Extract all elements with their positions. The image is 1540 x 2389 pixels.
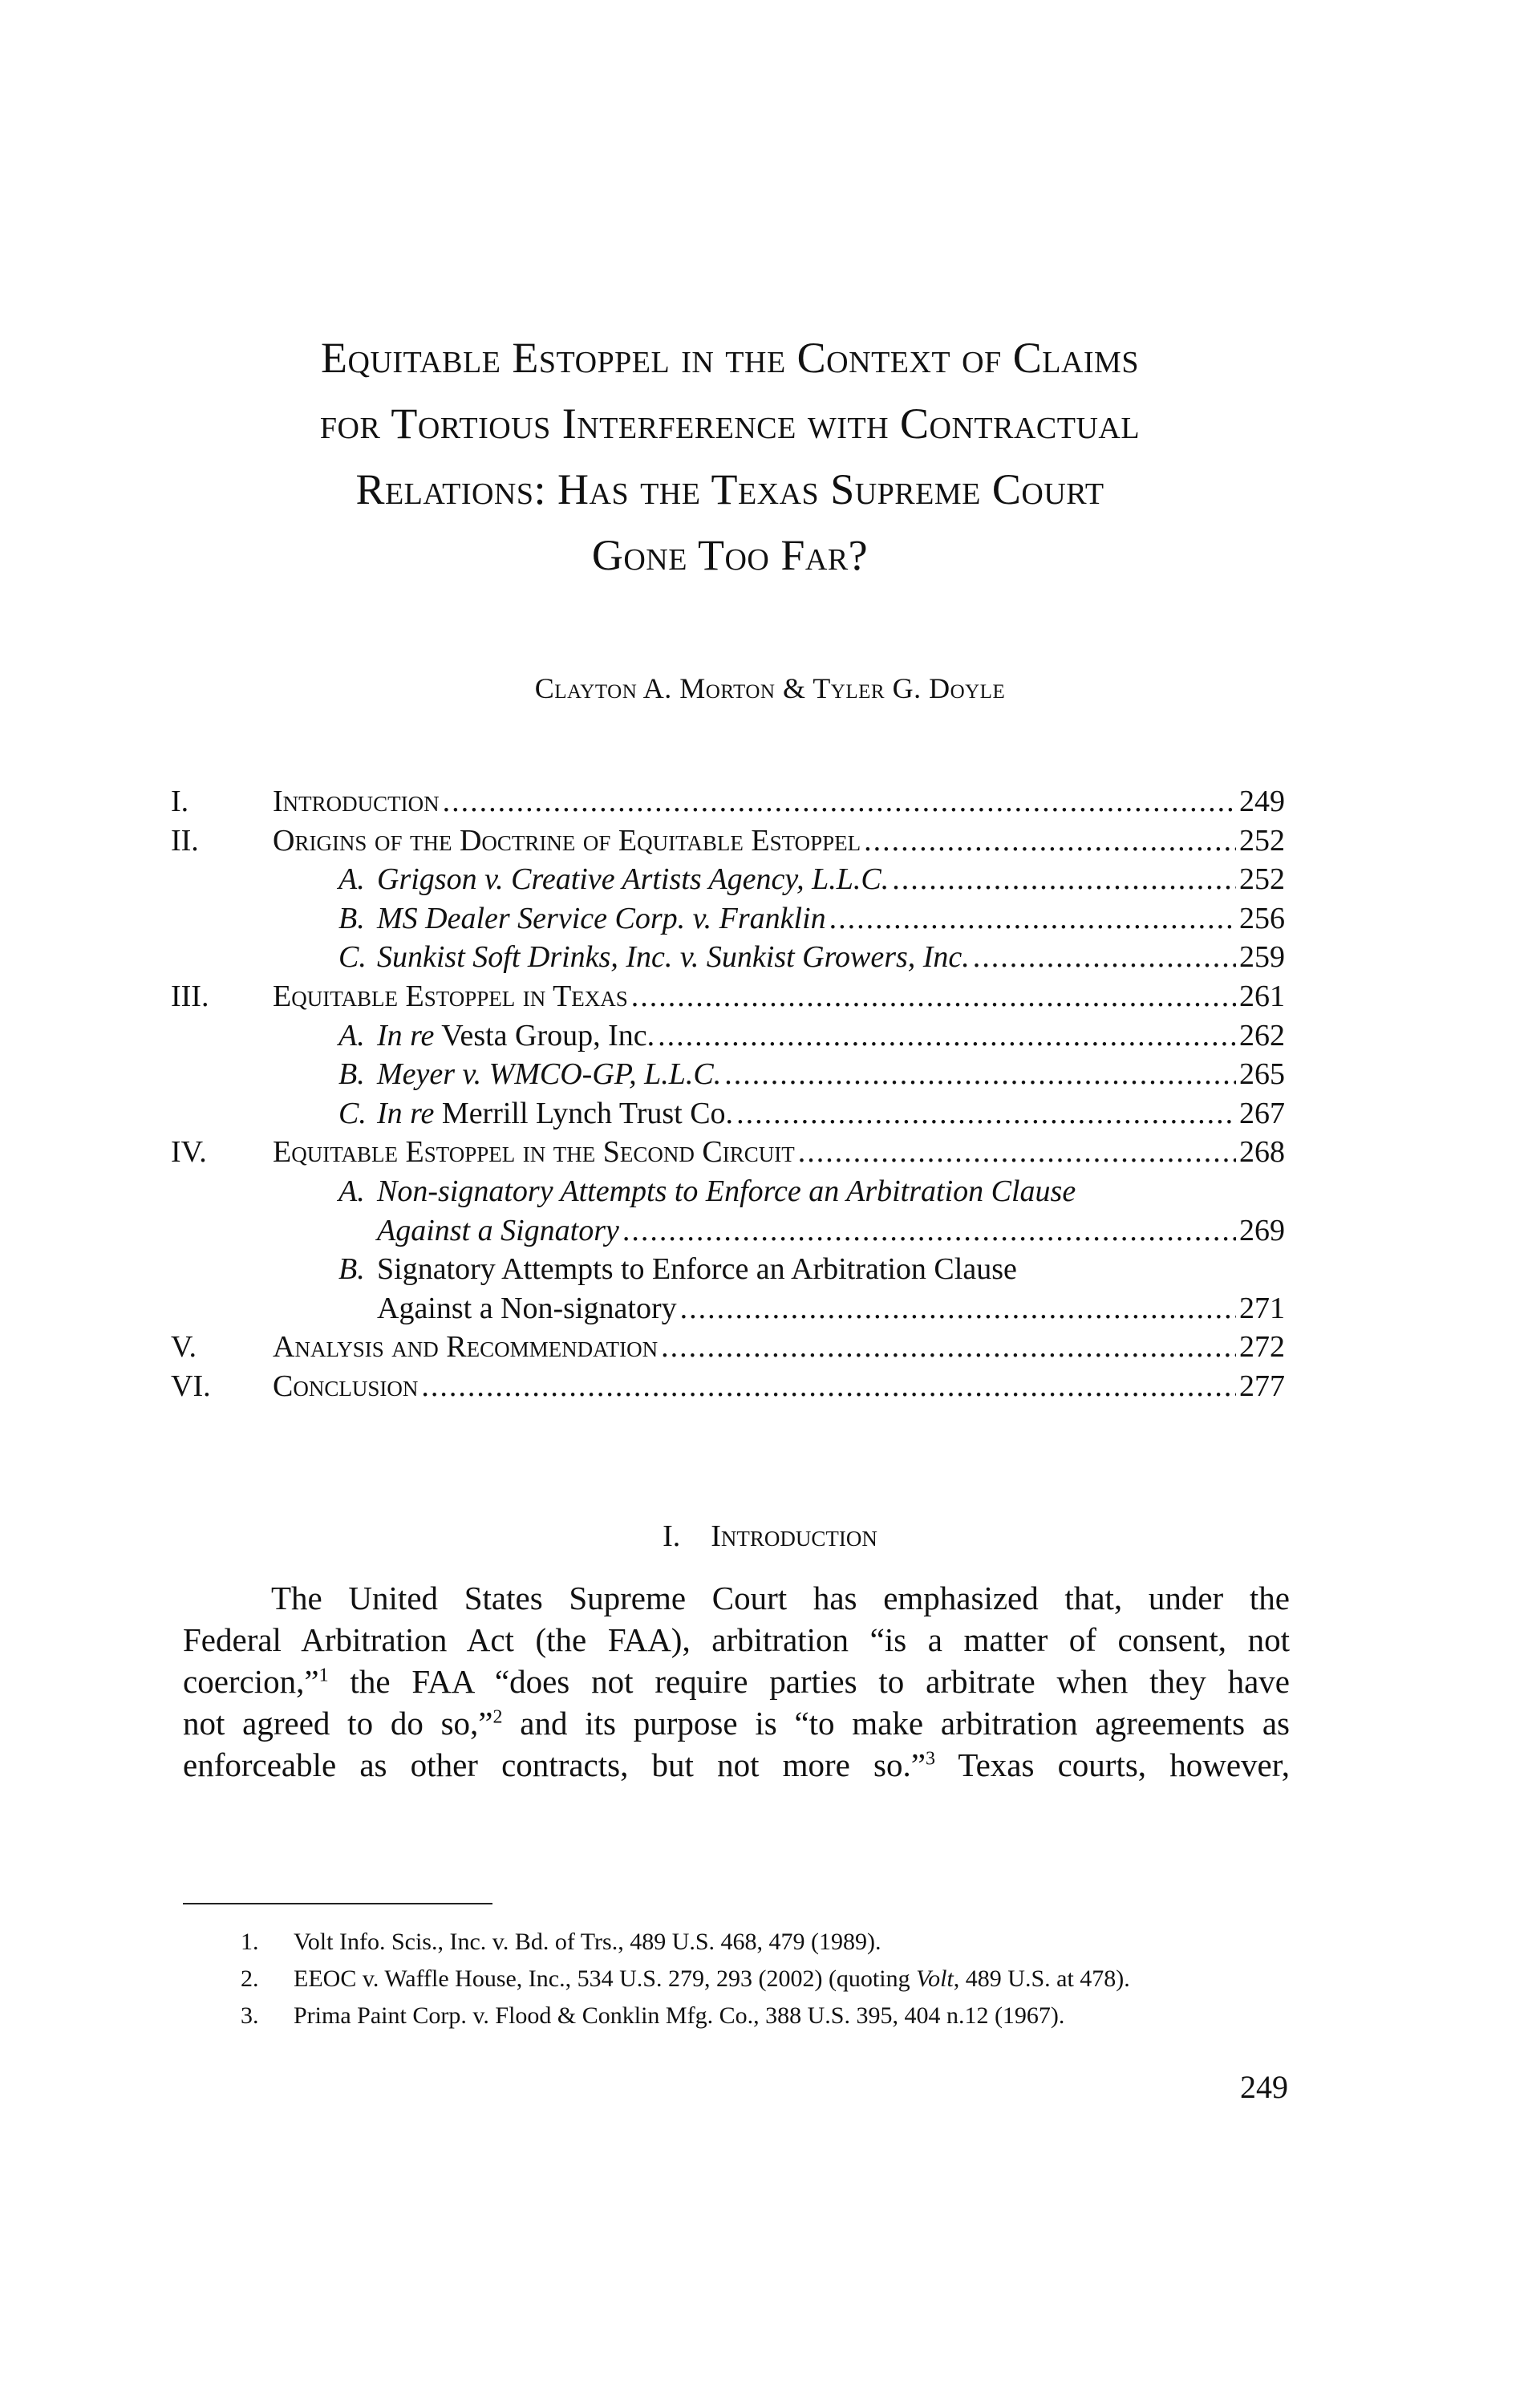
toc-entry: [377, 1094, 1285, 1133]
toc-subsection-letter: C.: [338, 940, 367, 975]
toc-row[interactable]: [0, 1016, 1540, 1055]
toc-row[interactable]: [0, 1250, 1540, 1288]
toc-entry-title: Equitable Estoppel in the Second Circuit: [273, 1135, 795, 1170]
toc-leader-dots: [892, 860, 1236, 898]
footnote-divider: [183, 1903, 492, 1904]
toc-page-number: 272: [1239, 1330, 1285, 1365]
toc-row[interactable]: [0, 1055, 1540, 1093]
toc-row[interactable]: [0, 1211, 1540, 1250]
toc-page-number: 252: [1239, 862, 1285, 897]
footnote-ref[interactable]: 2: [492, 1706, 503, 1728]
toc-entry-title: Non-signatory Attempts to Enforce an Arbitration Clause: [377, 1174, 1076, 1208]
footnote: [183, 1924, 1298, 1961]
toc-entry-title: [377, 1016, 654, 1055]
toc-leader-dots: [864, 821, 1236, 860]
toc-leader-dots: [829, 899, 1236, 938]
footnote-number: 1.: [241, 1929, 259, 1955]
toc-subsection-letter: B.: [338, 901, 365, 935]
toc-entry-title: Origins of the Doctrine of Equitable Estoppel: [273, 823, 861, 858]
page-number: 249: [1240, 2069, 1288, 2105]
toc-page-number: 259: [1239, 940, 1285, 975]
toc-entry-title-rest: Merrill Lynch Trust Co.: [441, 1096, 734, 1130]
toc-entry-title: Meyer v. WMCO-GP, L.L.C.: [377, 1057, 722, 1092]
footnote-number: 3.: [241, 2002, 259, 2029]
toc-entry: [377, 938, 1285, 976]
toc-row[interactable]: [0, 1289, 1540, 1328]
title-line: for Tortious Interference with Contractual: [319, 400, 1141, 448]
body-line: [183, 1661, 1290, 1702]
toc-subsection-letter: A.: [338, 1174, 365, 1208]
toc-entry-title-italic: In re: [377, 1018, 435, 1053]
toc-page-number: 265: [1239, 1057, 1285, 1092]
toc-section-number: IV.: [171, 1135, 207, 1170]
article-authors: Clayton A. Morton & Tyler G. Doyle: [534, 672, 1006, 704]
title-line: Equitable Estoppel in the Context of Claims: [321, 334, 1139, 382]
body-paragraph: [183, 1577, 1290, 1786]
toc-row[interactable]: [0, 977, 1540, 1016]
toc-row[interactable]: [0, 938, 1540, 976]
toc-entry-title: [377, 1094, 733, 1133]
toc-entry-title-rest: Vesta Group, Inc.: [441, 1018, 655, 1053]
toc-entry: [377, 1016, 1285, 1055]
toc-entry: [273, 782, 1285, 821]
toc-entry: [273, 1328, 1285, 1366]
toc-entry-title: Against a Non-signatory: [377, 1291, 677, 1325]
toc-entry-title: Conclusion: [273, 1369, 419, 1403]
toc-entry-title: Analysis and Recommendation: [273, 1330, 659, 1365]
toc-row[interactable]: [0, 899, 1540, 938]
toc-entry: [377, 1250, 1315, 1288]
footnote-text: Volt Info. Scis., Inc. v. Bd. of Trs., 489 U.S. 468, 479 (1989).: [294, 1929, 881, 1955]
article-title: [144, 325, 1315, 588]
toc-leader-dots: [622, 1211, 1236, 1250]
toc-entry-title: MS Dealer Service Corp. v. Franklin: [377, 901, 826, 935]
body-text-span: coercion,”: [183, 1663, 319, 1700]
toc-page-number: 249: [1239, 785, 1285, 818]
body-line: Federal Arbitration Act (the FAA), arbitration “is a matter of consent, not: [183, 1621, 1290, 1658]
footnote-text: [294, 1961, 1130, 1998]
toc-entry: [273, 1367, 1285, 1405]
toc-subsection-letter: A.: [338, 1018, 365, 1053]
toc-row[interactable]: [0, 782, 1540, 821]
body-text-span: enforceable as other contracts, but not more so.”: [183, 1746, 926, 1783]
toc-entry-title: Grigson v. Creative Artists Agency, L.L.C.: [377, 862, 890, 897]
section-number: I.: [663, 1519, 681, 1553]
toc-subsection-letter: B.: [338, 1252, 365, 1287]
body-text-span: Texas courts, however,: [934, 1746, 1290, 1783]
toc-row[interactable]: [0, 1133, 1540, 1171]
toc-leader-dots: [631, 977, 1236, 1016]
footnotes: [183, 1924, 1298, 2034]
toc-entry: [377, 1055, 1285, 1093]
toc-entry: [273, 1133, 1285, 1171]
toc-section-number: I.: [171, 785, 189, 818]
toc-entry-title-italic: In re: [377, 1096, 435, 1130]
toc-row[interactable]: [0, 1367, 1540, 1405]
toc-entry-title: Introduction: [273, 785, 440, 818]
toc-page-number: 271: [1239, 1291, 1285, 1325]
toc-entry: [377, 1172, 1315, 1211]
toc-leader-dots: [736, 1094, 1236, 1133]
footnote-text-span: , 489 U.S. at 478).: [953, 1965, 1130, 1992]
toc-section-number: VI.: [171, 1369, 211, 1403]
toc-leader-dots: [973, 938, 1236, 976]
toc-entry-title: Against a Signatory: [377, 1213, 619, 1247]
toc-page-number: 252: [1239, 823, 1285, 858]
body-line: [183, 1744, 1290, 1786]
toc-row[interactable]: [0, 821, 1540, 860]
toc-entry: [377, 860, 1285, 898]
toc-leader-dots: [443, 782, 1236, 821]
toc-section-number: V.: [171, 1330, 197, 1365]
footnote: [183, 1998, 1298, 2034]
toc-subsection-letter: A.: [338, 862, 365, 897]
body-line: The United States Supreme Court has emphasized that, under the: [271, 1580, 1290, 1616]
toc-entry: [377, 1289, 1285, 1328]
toc-leader-dots: [680, 1289, 1236, 1328]
toc-page-number: 261: [1239, 980, 1285, 1013]
toc-page-number: 269: [1239, 1213, 1285, 1247]
toc-row[interactable]: [0, 1328, 1540, 1366]
toc-leader-dots: [421, 1367, 1236, 1405]
toc-entry-title: Signatory Attempts to Enforce an Arbitration Clause: [377, 1252, 1017, 1287]
toc-leader-dots: [798, 1133, 1236, 1171]
toc-subsection-letter: C.: [338, 1096, 367, 1130]
footnote-number: 2.: [241, 1965, 259, 1992]
body-text-span: the FAA “does not require parties to arbitrate when they have: [328, 1663, 1290, 1700]
section-heading: [0, 1519, 1540, 1554]
toc-entry: [273, 977, 1285, 1016]
footnote: [183, 1961, 1298, 1998]
toc-entry-title: Sunkist Soft Drinks, Inc. v. Sunkist Growers, Inc.: [377, 940, 970, 975]
toc-section-number: III.: [171, 980, 209, 1013]
toc-page-number: 277: [1239, 1369, 1285, 1403]
title-line: Relations: Has the Texas Supreme Court: [355, 465, 1104, 513]
toc-leader-dots: [724, 1055, 1236, 1093]
toc-page-number: 262: [1239, 1018, 1285, 1053]
title-line: Gone Too Far?: [591, 531, 869, 579]
toc-page-number: 256: [1239, 901, 1285, 935]
footnote-ref[interactable]: 1: [318, 1665, 329, 1686]
toc-row[interactable]: [0, 1172, 1540, 1211]
body-text-span: and its purpose is “to make arbitration agreements as: [502, 1705, 1290, 1742]
toc-section-number: II.: [171, 823, 199, 858]
toc-entry-title: Equitable Estoppel in Texas: [273, 980, 628, 1013]
toc-entry: [377, 1211, 1285, 1250]
footnote-text-span: EEOC v. Waffle House, Inc., 534 U.S. 279, 293 (2002) (quoting: [294, 1965, 917, 1992]
toc-entry: [273, 821, 1285, 860]
toc-entry: [377, 899, 1285, 938]
toc-row[interactable]: [0, 860, 1540, 898]
section-title: Introduction: [711, 1519, 877, 1553]
toc-row[interactable]: [0, 1094, 1540, 1133]
toc-page-number: 267: [1239, 1096, 1285, 1130]
toc-leader-dots: [658, 1016, 1236, 1055]
toc-page-number: 268: [1239, 1135, 1285, 1170]
footnote-text-span: Volt: [916, 1965, 954, 1992]
footnote-text: Prima Paint Corp. v. Flood & Conklin Mfg. Co., 388 U.S. 395, 404 n.12 (1967).: [294, 2002, 1065, 2029]
toc-leader-dots: [661, 1328, 1236, 1366]
body-line: [183, 1702, 1290, 1744]
body-text-span: not agreed to do so,”: [183, 1705, 493, 1742]
toc-subsection-letter: B.: [338, 1057, 365, 1092]
footnote-ref[interactable]: 3: [925, 1748, 935, 1770]
